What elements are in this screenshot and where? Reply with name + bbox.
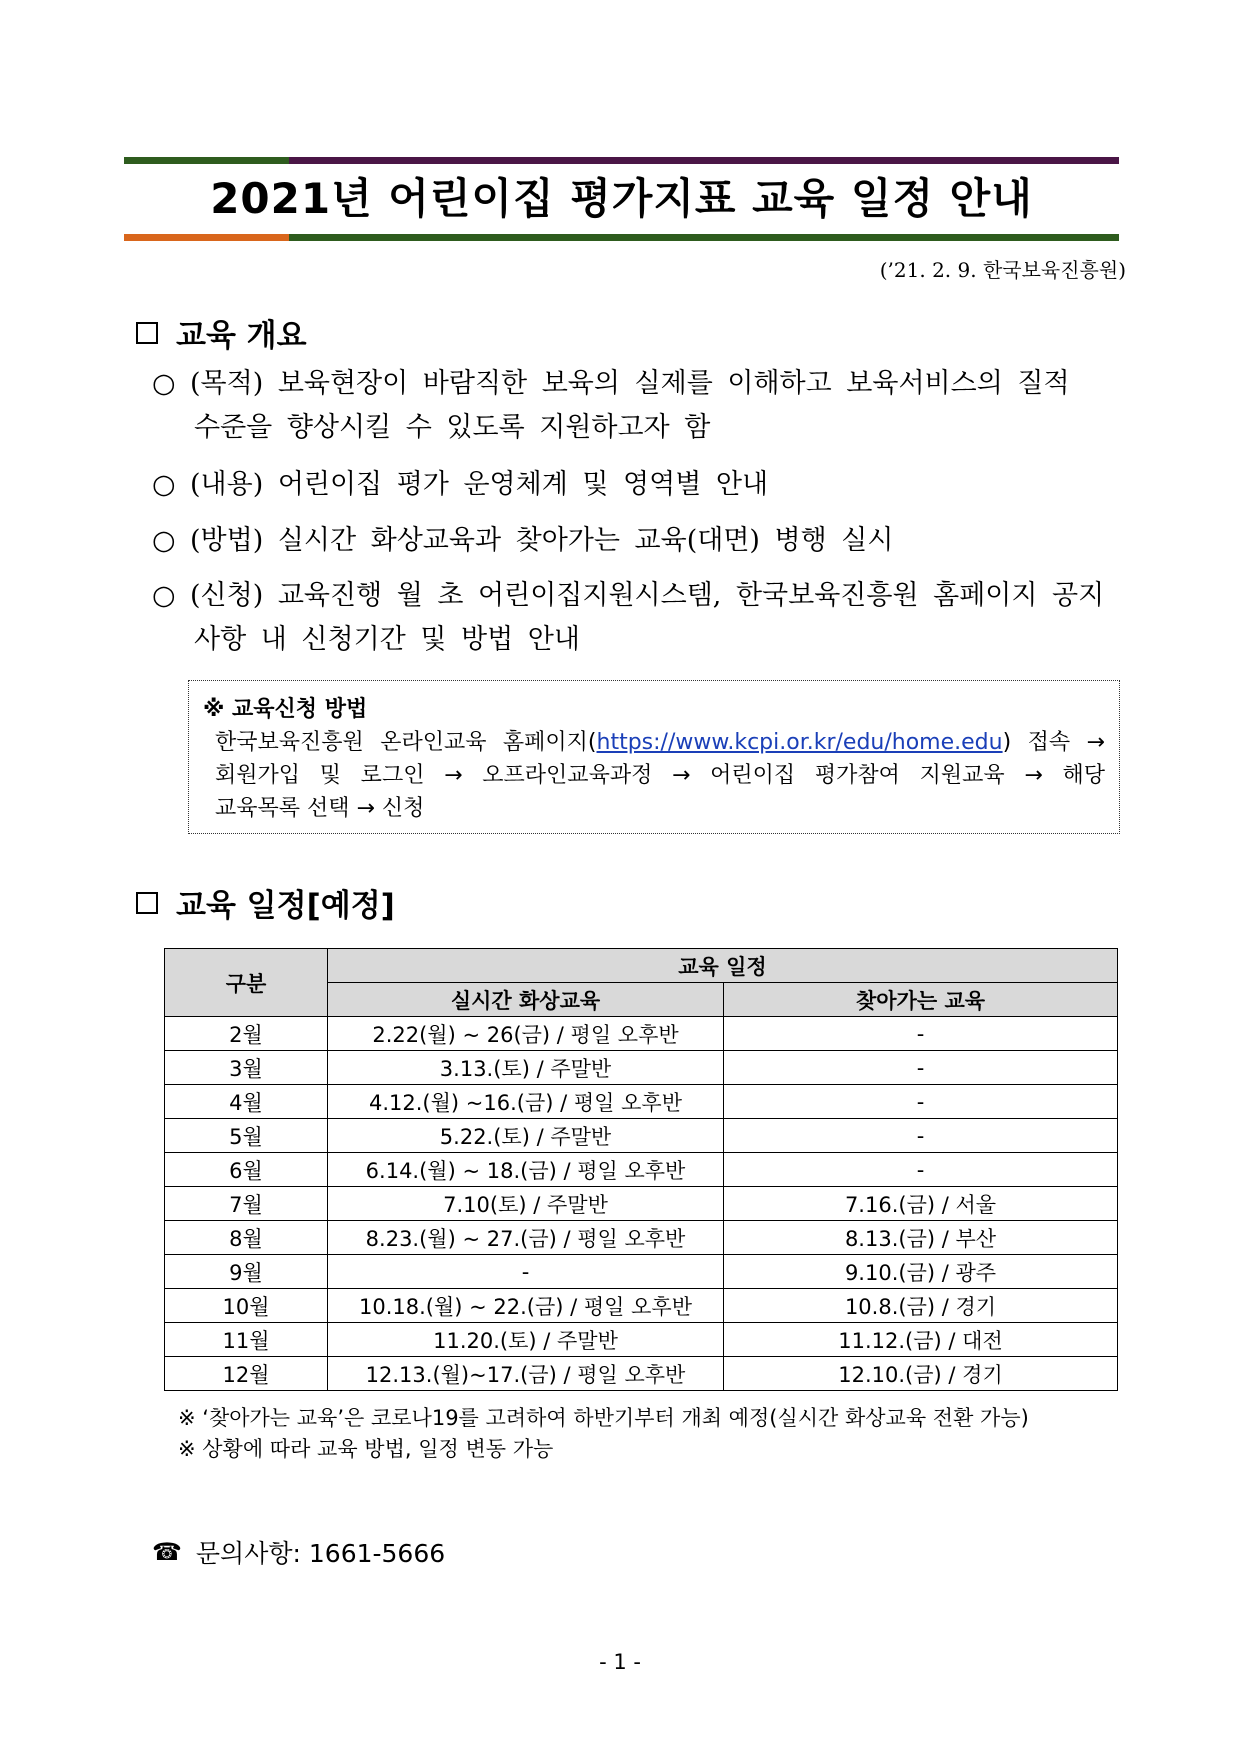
footnote: ※ 상황에 따라 교육 방법, 일정 변동 가능 bbox=[178, 1437, 554, 1461]
square-bullet-icon bbox=[136, 892, 158, 914]
table-row bbox=[165, 1187, 1118, 1221]
cell-month: 10월 bbox=[165, 1289, 328, 1323]
footnote: ※ ‘찾아가는 교육’은 코로나19를 고려하여 하반기부터 개최 예정(실시간 화상교육 전환 가능) bbox=[178, 1406, 1029, 1430]
education-homepage-link[interactable]: https://www.kcpi.or.kr/edu/home.edu bbox=[596, 730, 1003, 755]
cell-month: 8월 bbox=[165, 1221, 328, 1255]
page-number: - 1 - bbox=[599, 1650, 641, 1674]
bullet-application bbox=[152, 574, 1120, 662]
bullet-line: 사항 내 신청기간 및 방법 안내 bbox=[194, 624, 580, 655]
cell-visit: 7.16.(금) / 서울 bbox=[724, 1187, 1118, 1221]
telephone-icon: ☎ bbox=[152, 1538, 182, 1566]
note-line-3: 교육목록 선택 → 신청 bbox=[215, 796, 425, 821]
cell-month: 3월 bbox=[165, 1051, 328, 1085]
title-bottom-rule bbox=[124, 234, 1119, 241]
table-row bbox=[165, 1017, 1118, 1051]
header-schedule-group: 교육 일정 bbox=[328, 949, 1118, 983]
bullet-method bbox=[152, 519, 1120, 563]
cell-visit: 10.8.(금) / 경기 bbox=[724, 1289, 1118, 1323]
cell-online: 2.22(월) ~ 26(금) / 평일 오후반 bbox=[328, 1017, 724, 1051]
bullet-content bbox=[152, 463, 1120, 507]
note-line-1 bbox=[203, 726, 1105, 759]
cell-online: 11.20.(토) / 주말반 bbox=[328, 1323, 724, 1357]
page-title: 2021년 어린이집 평가지표 교육 일정 안내 bbox=[210, 174, 1033, 223]
section-heading-schedule bbox=[136, 880, 395, 925]
cell-visit: - bbox=[724, 1119, 1118, 1153]
bullet-line: (신청) 교육진행 월 초 어린이집지원시스템, 한국보육진흥원 홈페이지 공지 bbox=[190, 580, 1105, 611]
cell-month: 2월 bbox=[165, 1017, 328, 1051]
table-row bbox=[165, 1255, 1118, 1289]
cell-online: 6.14.(월) ~ 18.(금) / 평일 오후반 bbox=[328, 1153, 724, 1187]
circle-bullet-icon: ○ bbox=[152, 525, 176, 556]
cell-visit: - bbox=[724, 1085, 1118, 1119]
contact-text: 문의사항: 1661-5666 bbox=[195, 1539, 446, 1568]
table-row bbox=[165, 1323, 1118, 1357]
square-bullet-icon bbox=[136, 322, 158, 344]
cell-month: 4월 bbox=[165, 1085, 328, 1119]
cell-month: 7월 bbox=[165, 1187, 328, 1221]
cell-visit: 11.12.(금) / 대전 bbox=[724, 1323, 1118, 1357]
table-row bbox=[165, 1357, 1118, 1391]
note-text: 한국보육진흥원 온라인교육 홈페이지( bbox=[215, 730, 597, 755]
cell-month: 12월 bbox=[165, 1357, 328, 1391]
section-heading-text: 교육 일정[예정] bbox=[176, 888, 395, 924]
note-title: ※ 교육신청 방법 bbox=[203, 697, 368, 722]
schedule-table bbox=[164, 948, 1118, 1391]
cell-visit: 12.10.(금) / 경기 bbox=[724, 1357, 1118, 1391]
cell-month: 5월 bbox=[165, 1119, 328, 1153]
cell-visit: - bbox=[724, 1153, 1118, 1187]
table-row bbox=[165, 1085, 1118, 1119]
bullet-line: (내용) 어린이집 평가 운영체계 및 영역별 안내 bbox=[190, 469, 769, 500]
circle-bullet-icon: ○ bbox=[152, 368, 176, 399]
table-row bbox=[165, 1119, 1118, 1153]
section-heading-overview bbox=[136, 310, 307, 355]
table-row bbox=[165, 1051, 1118, 1085]
cell-online: 5.22.(토) / 주말반 bbox=[328, 1119, 724, 1153]
header-visit: 찾아가는 교육 bbox=[724, 983, 1118, 1017]
cell-online: 7.10(토) / 주말반 bbox=[328, 1187, 724, 1221]
table-row bbox=[165, 1289, 1118, 1323]
note-line-2: 회원가입 및 로그인 → 오프라인교육과정 → 어린이집 평가참여 지원교육 → 해당 bbox=[215, 763, 1105, 788]
circle-bullet-icon: ○ bbox=[152, 580, 176, 611]
schedule-table-body bbox=[165, 1017, 1118, 1391]
section-heading-text: 교육 개요 bbox=[176, 318, 307, 354]
header-online: 실시간 화상교육 bbox=[328, 983, 724, 1017]
note-text: ) 접속 → bbox=[1002, 730, 1105, 755]
cell-online: - bbox=[328, 1255, 724, 1289]
cell-online: 8.23.(월) ~ 27.(금) / 평일 오후반 bbox=[328, 1221, 724, 1255]
cell-month: 9월 bbox=[165, 1255, 328, 1289]
contact-info bbox=[152, 1534, 445, 1570]
cell-visit: - bbox=[724, 1051, 1118, 1085]
cell-visit: - bbox=[724, 1017, 1118, 1051]
bullet-line: 수준을 향상시킬 수 있도록 지원하고자 함 bbox=[194, 412, 711, 443]
title-top-rule bbox=[124, 157, 1119, 164]
header-category: 구분 bbox=[165, 949, 328, 1017]
table-row bbox=[165, 1221, 1118, 1255]
bullet-line: (방법) 실시간 화상교육과 찾아가는 교육(대면) 병행 실시 bbox=[190, 525, 894, 556]
application-method-box bbox=[188, 680, 1120, 834]
cell-online: 12.13.(월)~17.(금) / 평일 오후반 bbox=[328, 1357, 724, 1391]
cell-online: 3.13.(토) / 주말반 bbox=[328, 1051, 724, 1085]
cell-month: 6월 bbox=[165, 1153, 328, 1187]
cell-visit: 9.10.(금) / 광주 bbox=[724, 1255, 1118, 1289]
circle-bullet-icon: ○ bbox=[152, 469, 176, 500]
issue-date: (’21. 2. 9. 한국보육진흥원) bbox=[879, 258, 1126, 282]
cell-online: 10.18.(월) ~ 22.(금) / 평일 오후반 bbox=[328, 1289, 724, 1323]
bullet-purpose bbox=[152, 362, 1120, 450]
bullet-line: (목적) 보육현장이 바람직한 보육의 실제를 이해하고 보육서비스의 질적 bbox=[190, 368, 1070, 399]
cell-month: 11월 bbox=[165, 1323, 328, 1357]
cell-visit: 8.13.(금) / 부산 bbox=[724, 1221, 1118, 1255]
cell-online: 4.12.(월) ~16.(금) / 평일 오후반 bbox=[328, 1085, 724, 1119]
table-row bbox=[165, 1153, 1118, 1187]
